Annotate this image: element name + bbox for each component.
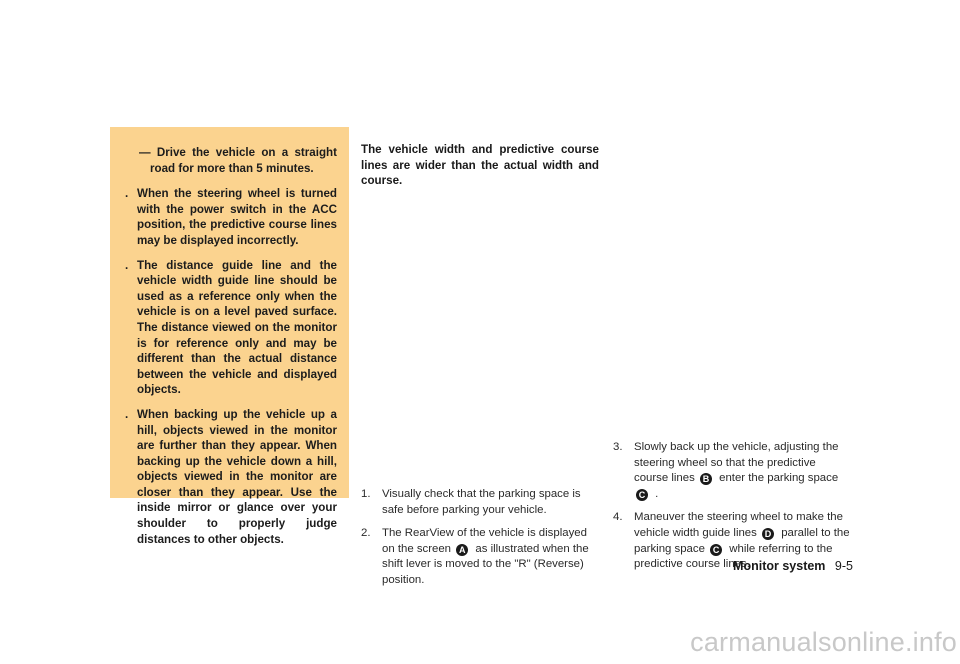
caution-bullet-3	[122, 407, 337, 547]
step-1	[361, 487, 601, 518]
bullet-dot: .	[125, 258, 129, 272]
caution-box	[110, 127, 349, 546]
callout-c-icon: C	[636, 489, 648, 501]
steps-list-middle	[361, 487, 601, 597]
caution-bullet-text: When backing up the vehicle up a hill, objects viewed in the monitor are further than they appear. When backing up the vehicle down a hill, objects viewed in the monitor are closer than they appear. Use the inside mirror or glance over your shoulder to properly judge distances to other objects.	[137, 407, 337, 546]
callout-a-icon: A	[456, 544, 468, 556]
caution-bullet-2	[122, 258, 337, 398]
bullet-dot: .	[125, 187, 129, 201]
page-number: 9-5	[834, 559, 853, 573]
caution-bullet-1	[122, 186, 337, 248]
callout-b-icon: B	[700, 473, 712, 485]
caution-dash-item: — Drive the vehicle on a straight road for more than 5 minutes.	[139, 146, 337, 175]
caution-bullet-text: The distance guide line and the vehicle width guide line should be used as a reference only when the vehicle is on a level paved surface. The distance viewed on the monitor is for reference only and may be different than the actual distance between the vehicle and displayed objects.	[137, 258, 337, 397]
step-3	[613, 440, 852, 502]
step-2	[361, 526, 601, 588]
step-text: Maneuver the steering wheel to make the vehicle width guide lines	[634, 511, 843, 539]
step-text: Slowly back up the vehicle, adjusting the steering wheel so that the predictive course lines	[634, 441, 839, 485]
step-text: while referring to the predictive course lines.	[634, 542, 833, 571]
step-number: 2.	[361, 527, 371, 540]
step-number: 1.	[361, 488, 371, 500]
site-watermark: carmanualsonline.info	[690, 627, 957, 657]
callout-d-icon: D	[762, 528, 774, 540]
bullet-dot: .	[125, 407, 129, 421]
callout-c-icon: C	[710, 544, 722, 556]
width-lines-heading: The vehicle width and predictive course lines are wider than the actual width and course.	[361, 143, 599, 188]
caution-bullet-text: When the steering wheel is turned with the power switch in the ACC position, the predictive course lines may be displayed incorrectly.	[137, 187, 337, 247]
page-footer	[733, 559, 853, 573]
step-number: 4.	[613, 511, 623, 524]
step-text: The RearView of the vehicle is displayed on the screen	[382, 527, 587, 555]
step-text: Visually check that the parking space is safe before parking your vehicle.	[382, 488, 581, 516]
step-text: .	[655, 487, 659, 500]
step-text: enter the parking space	[719, 472, 839, 485]
section-title: Monitor system	[733, 559, 826, 573]
step-text: parallel to the parking space	[634, 526, 850, 555]
step-text: as illustrated when the shift lever is moved to the "R" (Reverse) position.	[382, 542, 589, 586]
step-number: 3.	[613, 441, 623, 453]
